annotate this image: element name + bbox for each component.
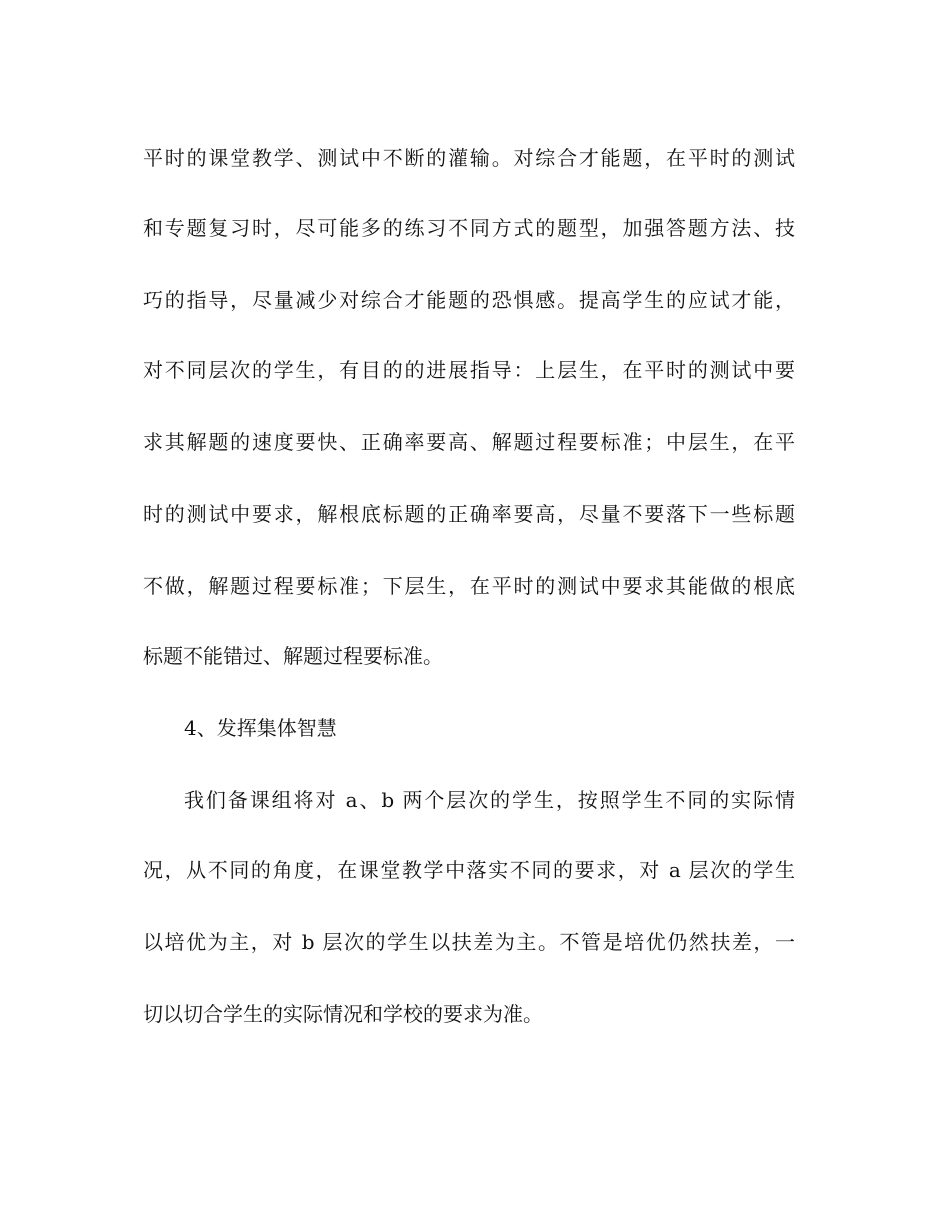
paragraph-line: 时的测试中要求，解根底标题的正确率要高，尽量不要落下一些标题 bbox=[143, 502, 795, 526]
paragraph-line: 对不同层次的学生，有目的的进展指导：上层生，在平时的测试中要 bbox=[143, 358, 795, 382]
paragraph-line: 切以切合学生的实际情况和学校的要求为准。 bbox=[143, 1002, 543, 1026]
paragraph-line: 求其解题的速度要快、正确率要高、解题过程要标准；中层生，在平 bbox=[143, 430, 795, 454]
paragraph-line: 不做，解题过程要标准；下层生，在平时的测试中要求其能做的根底 bbox=[143, 574, 795, 598]
paragraph-line: 我们备课组将对 a、b 两个层次的学生，按照学生不同的实际情 bbox=[184, 788, 795, 812]
paragraph-line: 标题不能错过、解题过程要标准。 bbox=[143, 644, 443, 668]
section-heading: 4、发挥集体智慧 bbox=[184, 716, 337, 740]
paragraph-line: 巧的指导，尽量减少对综合才能题的恐惧感。提高学生的应试才能， bbox=[143, 288, 795, 312]
paragraph-line: 平时的课堂教学、测试中不断的灌输。对综合才能题，在平时的测试 bbox=[143, 146, 795, 170]
paragraph-line: 和专题复习时，尽可能多的练习不同方式的题型，加强答题方法、技 bbox=[143, 216, 795, 240]
paragraph-line: 况，从不同的角度，在课堂教学中落实不同的要求，对 a 层次的学生 bbox=[143, 858, 795, 882]
paragraph-line: 以培优为主，对 b 层次的学生以扶差为主。不管是培优仍然扶差，一 bbox=[143, 930, 795, 954]
